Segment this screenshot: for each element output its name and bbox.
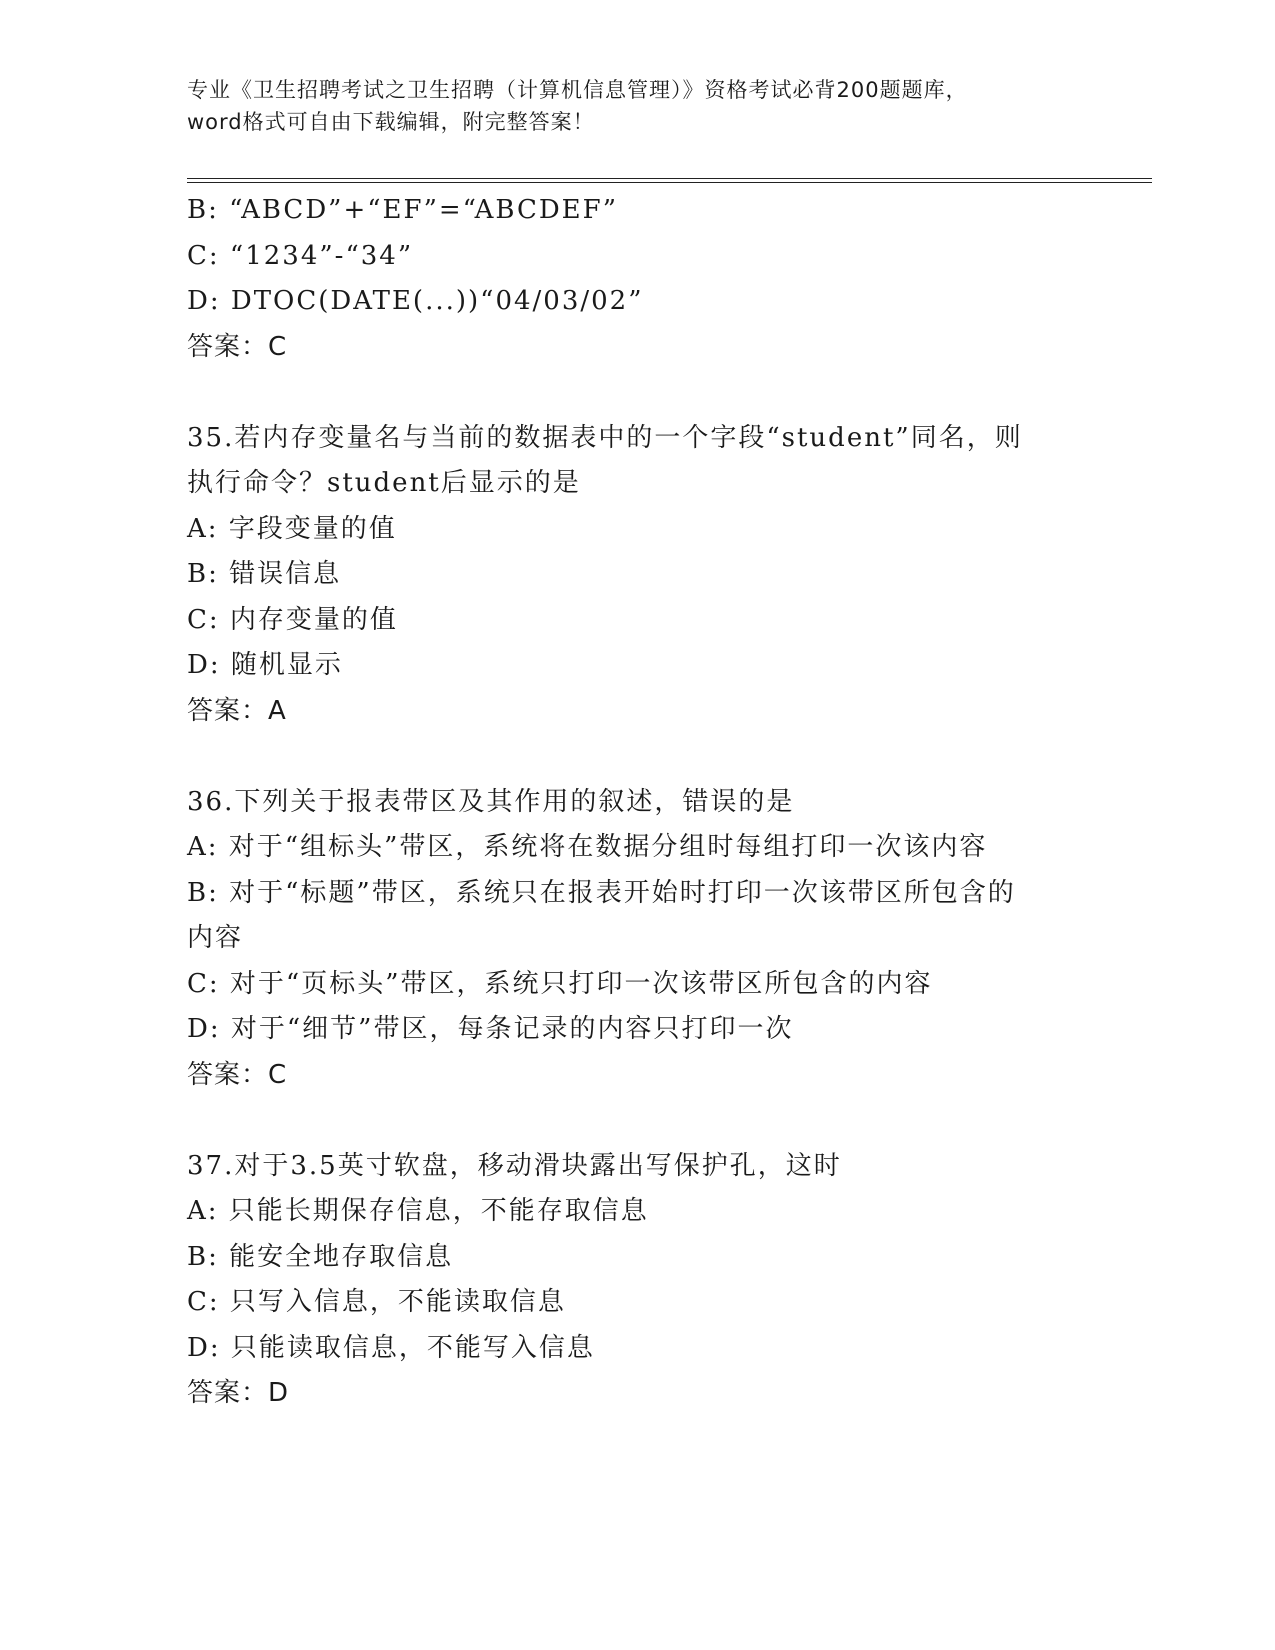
option-a: A: 字段变量的值 — [187, 513, 397, 544]
option-c: C: 只写入信息，不能读取信息 — [187, 1287, 566, 1317]
question-37 — [187, 1144, 1087, 1417]
option-d: D: 随机显示 — [187, 650, 343, 680]
question-35 — [187, 416, 1087, 735]
option-d: D: 只能读取信息，不能写入信息 — [187, 1332, 595, 1363]
option-b-continued: 内容 — [187, 923, 244, 953]
question-34-tail — [187, 188, 1087, 370]
option-c: C: 对于“页标头”带区，系统只打印一次该带区所包含的内容 — [187, 968, 933, 999]
spacer — [187, 1098, 1087, 1144]
header-divider-bottom — [187, 182, 1152, 183]
question-stem: 37.对于3.5英寸软盘，移动滑块露出写保护孔，这时 — [187, 1150, 842, 1181]
option-d: D: DTOC(DATE(...))“04/03/02” — [187, 286, 644, 316]
answer: 答案：C — [187, 331, 288, 362]
answer: 答案：A — [187, 695, 287, 726]
header-title-line-2: word格式可自由下载编辑，附完整答案！ — [187, 110, 595, 134]
header-divider-top — [187, 178, 1152, 179]
spacer — [187, 370, 1087, 416]
option-a: A: 对于“组标头”带区，系统将在数据分组时每组打印一次该内容 — [187, 832, 988, 862]
option-c: C: “1234”-“34” — [187, 240, 414, 271]
question-stem-continued: 执行命令？student后显示的是 — [187, 468, 581, 498]
option-b: B: 错误信息 — [187, 559, 342, 589]
option-b: B: 对于“标题”带区，系统只在报表开始时打印一次该带区所包含的 — [187, 877, 1016, 908]
question-list — [187, 188, 1087, 1417]
option-b: B: 能安全地存取信息 — [187, 1241, 454, 1272]
option-c: C: 内存变量的值 — [187, 604, 398, 635]
answer: 答案：D — [187, 1378, 290, 1408]
option-d: D: 对于“细节”带区，每条记录的内容只打印一次 — [187, 1014, 794, 1044]
question-36 — [187, 780, 1087, 1099]
header-title-line-1: 专业《卫生招聘考试之卫生招聘（计算机信息管理）》资格考试必背200题题库， — [187, 78, 968, 102]
question-stem: 36.下列关于报表带区及其作用的叙述，错误的是 — [187, 786, 795, 817]
option-a: A: 只能长期保存信息，不能存取信息 — [187, 1196, 649, 1226]
page-header — [187, 74, 1087, 138]
answer: 答案：C — [187, 1059, 288, 1090]
question-stem: 35.若内存变量名与当前的数据表中的一个字段“student”同名，则 — [187, 422, 1023, 453]
spacer — [187, 734, 1087, 780]
option-b: B: “ABCD”+“EF”=“ABCDEF” — [187, 195, 618, 225]
